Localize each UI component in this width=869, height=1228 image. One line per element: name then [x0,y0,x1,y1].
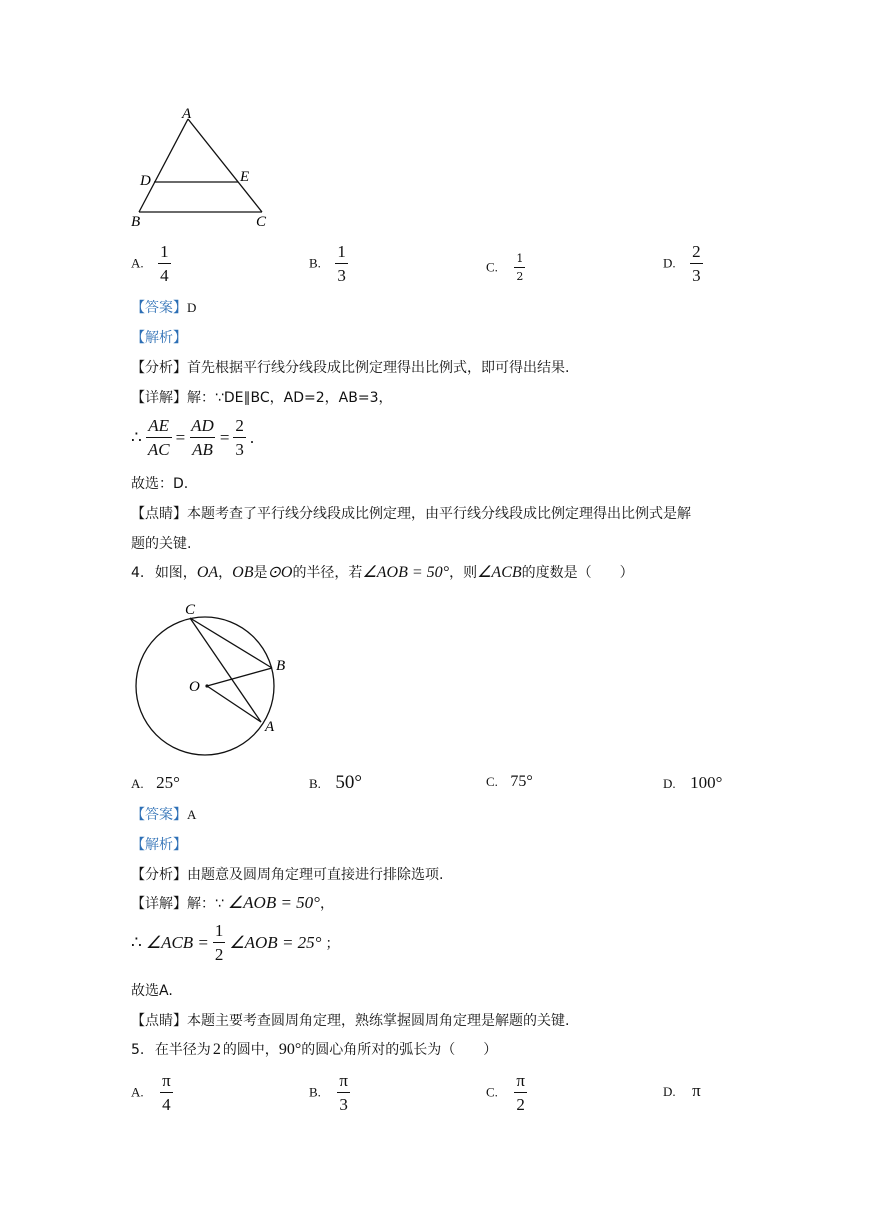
denominator: 2 [514,267,525,282]
option-value: 50° [335,772,362,793]
denominator: 2 [514,1092,527,1113]
dianjing-tag: 【点睛】 [131,506,187,522]
option-fraction [514,253,525,282]
stem-text: 的圆心角所对的弧长为（ ） [301,1042,498,1058]
denominator: 3 [335,263,348,284]
option-letter: A. [131,776,144,791]
therefore-symbol: ∴ [131,427,142,447]
math-circle-o: ⊙O [267,564,293,581]
angle-acb: ∠ACB = [145,932,209,952]
stem-text: 在半径为 [154,1042,211,1058]
label-e: E [240,169,250,185]
stem-text: 如图， [154,565,197,581]
q3-option-d [663,243,703,284]
xiangjie-text: 解：∵ [187,896,224,912]
q5-stem [131,1039,497,1059]
numerator: 1 [160,242,169,261]
option-letter: B. [309,255,321,271]
label-c: C [185,602,196,618]
fenxi-tag: 【分析】 [131,867,187,883]
angle-aob: ∠AOB = 25° [229,932,322,952]
option-letter: A. [131,255,144,271]
triangle-figure [128,103,278,231]
question-number: 4. [131,565,145,581]
option-fraction [335,243,348,284]
period: . [249,427,255,447]
q3-equation [131,417,254,458]
label-d: D [140,173,151,189]
fenxi-tag: 【分析】 [131,360,187,376]
dianjing-text: 本题考查了平行线分线段成比例定理，由平行线分线段成比例定理得出比例式是解 [187,506,691,522]
q3-dianjing-cont: 题的关键. [131,536,192,552]
answer-tag: 【答案】 [131,807,187,823]
numerator: 1 [516,252,524,265]
dianjing-text: 本题主要考查圆周角定理，熟练掌握圆周角定理是解题的关键. [187,1013,570,1029]
q3-dianjing [131,503,691,523]
q5-option-d [663,1081,701,1101]
xiangjie-text: 解：∵DE∥BC，AD=2，AB=3， [187,390,393,406]
q3-xiangjie [131,387,392,407]
option-letter: C. [486,1084,498,1100]
numerator: π [516,1071,525,1090]
q3-analysis-tag: 【解析】 [131,330,187,346]
option-letter: D. [663,776,676,791]
stem-text: 的半径，若 [292,565,363,581]
label-b: B [131,214,141,230]
option-letter: D. [663,255,676,271]
q4-option-d [663,773,722,793]
fenxi-text: 首先根据平行线分线段成比例定理得出比例式，即可得出结果. [187,360,570,376]
dianjing-tag: 【点睛】 [131,1013,187,1029]
denominator: 3 [337,1092,350,1113]
option-value: 75° [510,773,533,790]
q5-option-c [486,1072,527,1113]
label-o: O [189,679,200,695]
option-fraction [160,1072,173,1113]
stem-text: 是 [253,565,268,581]
denominator: 4 [158,263,171,284]
fraction-half [213,922,226,963]
denominator: 3 [690,263,703,284]
equals-sign: = [219,427,230,447]
fenxi-text: 由题意及圆周角定理可直接进行排除选项. [187,867,444,883]
stem-text: ，则 [449,565,478,581]
q3-choose: 故选：D. [131,476,189,492]
option-letter: C. [486,774,498,789]
q4-dianjing [131,1010,569,1030]
stem-text: 的圆中， [222,1042,279,1058]
therefore-symbol: ∴ [131,932,142,952]
numerator: 1 [214,921,224,940]
q3-option-c [486,253,525,282]
q4-answer [131,804,196,824]
math-angle-aob: ∠AOB = 50° [362,564,450,581]
answer-value: D [187,300,197,315]
math-angle-acb: ∠ACB [477,564,522,581]
xiangjie-tag: 【详解】 [131,896,187,912]
xiangjie-text: ， [319,896,334,912]
option-value: 25° [156,773,180,792]
numerator: 1 [337,242,346,261]
label-b: B [276,658,286,674]
q3-answer [131,297,196,317]
math-ob: OB [232,564,254,581]
label-c: C [256,214,267,230]
option-letter: B. [309,1084,321,1100]
numerator: AE [148,416,170,435]
q4-stem [131,562,634,582]
circle-figure [128,598,298,760]
semicolon: ； [325,935,340,952]
fraction-ae-ac [146,417,172,458]
denominator: 2 [213,942,226,963]
denominator: 4 [160,1092,173,1113]
q4-option-c [486,773,533,791]
stem-text: ， [218,565,233,581]
option-fraction [158,243,171,284]
denominator: 3 [233,437,246,458]
q3-option-b [309,243,348,284]
option-letter: C. [486,259,498,275]
option-fraction [690,243,703,284]
q3-fenxi [131,357,569,377]
q3-option-a [131,243,171,284]
numerator: π [339,1071,348,1090]
question-number: 5. [131,1042,145,1058]
answer-tag: 【答案】 [131,300,187,316]
answer-value: A [187,807,197,822]
q4-choose: 故选A. [131,983,173,999]
numerator: 2 [235,416,244,435]
numerator: AD [191,416,214,435]
equals-sign: = [175,427,186,447]
stem-text: 的度数是（ ） [521,565,634,581]
numerator: 2 [692,242,701,261]
denominator: AB [190,437,215,458]
option-value: 100° [690,773,723,792]
fraction-ad-ab [189,417,216,458]
q4-equation [131,922,339,963]
math-radius: 2 [212,1041,221,1058]
q5-option-b [309,1072,350,1113]
label-a: A [265,719,275,735]
q4-analysis-tag: 【解析】 [131,837,187,853]
q5-option-a [131,1072,173,1113]
q4-xiangjie [131,893,334,913]
math-angle-aob: ∠AOB = 50° [227,893,320,912]
q4-option-a [131,773,180,793]
q4-fenxi [131,864,443,884]
xiangjie-tag: 【详解】 [131,390,187,406]
q4-option-b [309,772,362,794]
option-letter: B. [309,776,321,791]
option-value: π [692,1081,701,1100]
label-a: A [182,106,192,122]
option-fraction [514,1072,527,1113]
numerator: π [162,1071,171,1090]
option-letter: A. [131,1084,144,1100]
option-fraction [337,1072,350,1113]
fraction-2-3 [233,417,246,458]
denominator: AC [146,437,172,458]
option-letter: D. [663,1084,676,1099]
math-oa: OA [196,564,219,581]
math-angle: 90° [278,1041,302,1058]
